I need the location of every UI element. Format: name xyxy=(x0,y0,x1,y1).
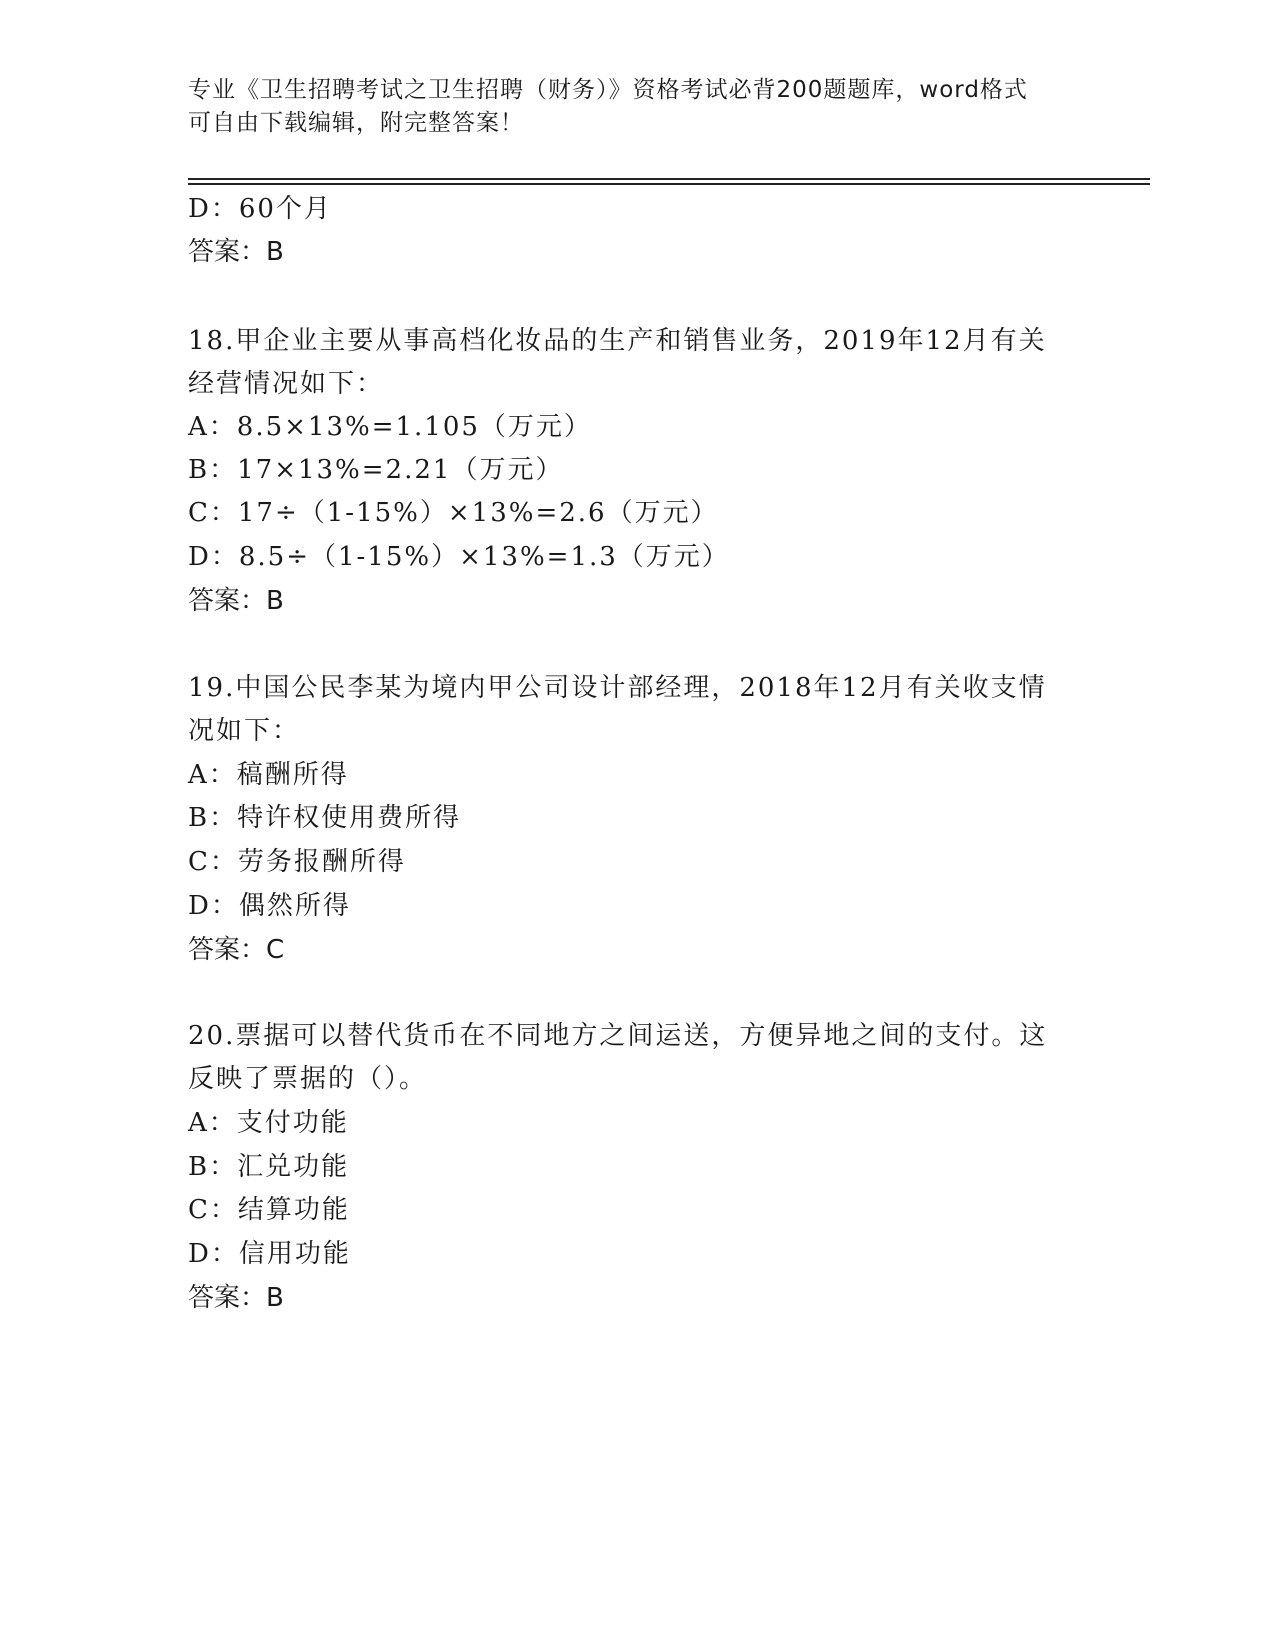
header-title-line-2: 可自由下载编辑，附完整答案！ xyxy=(188,110,524,136)
q19-option-c: C：劳务报酬所得 xyxy=(188,847,406,877)
q18-option-b: B：17×13%=2.21（万元） xyxy=(188,455,564,485)
q20-option-b: B：汇兑功能 xyxy=(188,1152,350,1182)
header-divider-bottom xyxy=(188,183,1150,185)
document-header xyxy=(188,74,1088,140)
q20-option-c: C：结算功能 xyxy=(188,1195,350,1225)
q20-stem-line-1: 20.票据可以替代货币在不同地方之间运送，方便异地之间的支付。这 xyxy=(188,1021,1048,1051)
q18-answer: 答案：B xyxy=(188,586,284,616)
q18-option-d: D：8.5÷（1-15%）×13%=1.3（万元） xyxy=(188,542,730,572)
q19-stem-line-1: 19.中国公民李某为境内甲公司设计部经理，2018年12月有关收支情 xyxy=(188,673,1047,703)
q20-option-a: A：支付功能 xyxy=(188,1108,349,1138)
q19-stem-line-2: 况如下： xyxy=(188,716,301,746)
q17-answer: 答案：B xyxy=(188,237,284,267)
q18-option-a: A：8.5×13%=1.105（万元） xyxy=(188,412,592,442)
q18-stem-line-1: 18.甲企业主要从事高档化妆品的生产和销售业务，2019年12月有关 xyxy=(188,326,1047,356)
q19-answer: 答案：C xyxy=(188,935,285,965)
q17-option-d: D：60个月 xyxy=(188,194,332,224)
q19-option-a: A：稿酬所得 xyxy=(188,760,349,790)
header-title-line-1: 专业《卫生招聘考试之卫生招聘（财务）》资格考试必背200题题库，word格式 xyxy=(188,77,1028,103)
q18-option-c: C：17÷（1-15%）×13%=2.6（万元） xyxy=(188,498,719,528)
q20-option-d: D：信用功能 xyxy=(188,1239,351,1269)
q18-stem-line-2: 经营情况如下： xyxy=(188,369,385,399)
q19-option-b: B：特许权使用费所得 xyxy=(188,803,462,833)
q19-option-d: D：偶然所得 xyxy=(188,891,351,921)
q20-stem-line-2: 反映了票据的（）。 xyxy=(188,1064,428,1094)
header-divider-top xyxy=(188,178,1150,180)
q20-answer: 答案：B xyxy=(188,1283,284,1313)
